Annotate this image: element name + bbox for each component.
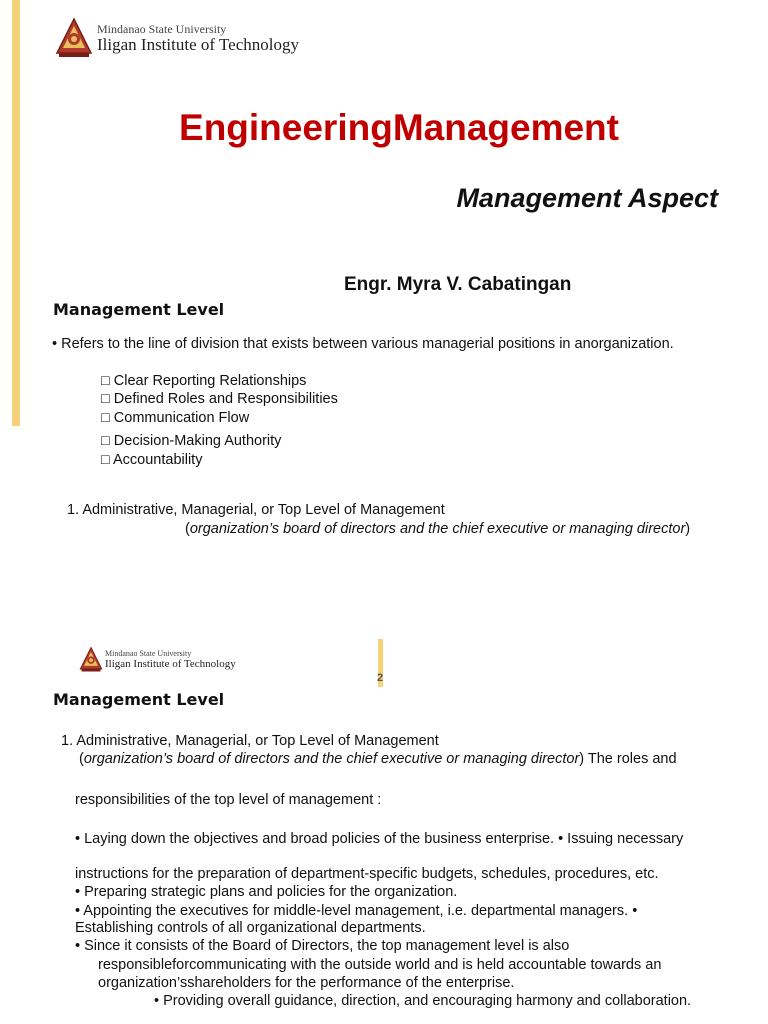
bullet-item: • Preparing strategic plans and policies for the organization. [75,884,458,900]
logo-line-2: Iligan Institute of Technology [105,658,236,670]
section-heading: Management Level [53,300,225,319]
bullet-item: • Providing overall guidance, direction, and encouraging harmony and collaboration. [154,993,692,1009]
section-heading: Management Level [53,690,225,709]
university-logo [55,17,299,59]
bullet-item-continuation: responsibleforcommunicating with the outside world and is held accountable towards an [98,957,662,973]
bullet-item: • Appointing the executives for middle-level management, i.e. departmental managers. • [75,903,638,919]
logo-line-1: Mindanao State University [97,21,227,36]
bullet-item: • Laying down the objectives and broad policies of the business enterprise. • Issuing necessary [75,831,684,847]
logo-line-1: Mindanao State University [105,649,192,658]
university-logo [79,646,236,673]
level-title: 1. Administrative, Managerial, or Top Level of Management [61,733,439,749]
level-title: 1. Administrative, Managerial, or Top Level of Management [67,502,445,518]
author-name: Engr. Myra V. Cabatingan [344,274,572,295]
list-item: □ Decision-Making Authority [101,433,282,449]
university-seal-icon [55,17,93,59]
accent-stripe [12,0,20,426]
logo-line-2: Iligan Institute of Technology [97,34,299,54]
bullet-item-continuation: Establishing controls of all organizational departments. [75,920,426,936]
list-item: □ Clear Reporting Relationships [101,373,307,389]
bullet-item: • Since it consists of the Board of Directors, the top management level is also [75,938,570,954]
bullet-item-continuation: organization’sshareholders for the performance of the enterprise. [98,975,515,991]
roles-intro: responsibilities of the top level of management : [75,792,382,808]
definition-text: • Refers to the line of division that exists between various managerial positions in anorganization. [52,336,674,352]
bullet-item-continuation: instructions for the preparation of department-specific budgets, schedules, procedures, etc. [75,866,659,882]
slide-subtitle: Management Aspect [456,183,718,213]
list-item: □ Accountability [101,452,203,468]
university-seal-icon [79,646,103,673]
list-item: □ Defined Roles and Responsibilities [101,391,338,407]
level-description: (organization’s board of directors and the chief executive or managing director) [185,521,691,537]
level-description: (organization’s board of directors and the chief executive or managing director) The roles and [79,751,677,767]
page-number: 2 [377,672,384,684]
list-item: □ Communication Flow [101,410,250,426]
slide-title: EngineeringManagement [179,107,619,148]
